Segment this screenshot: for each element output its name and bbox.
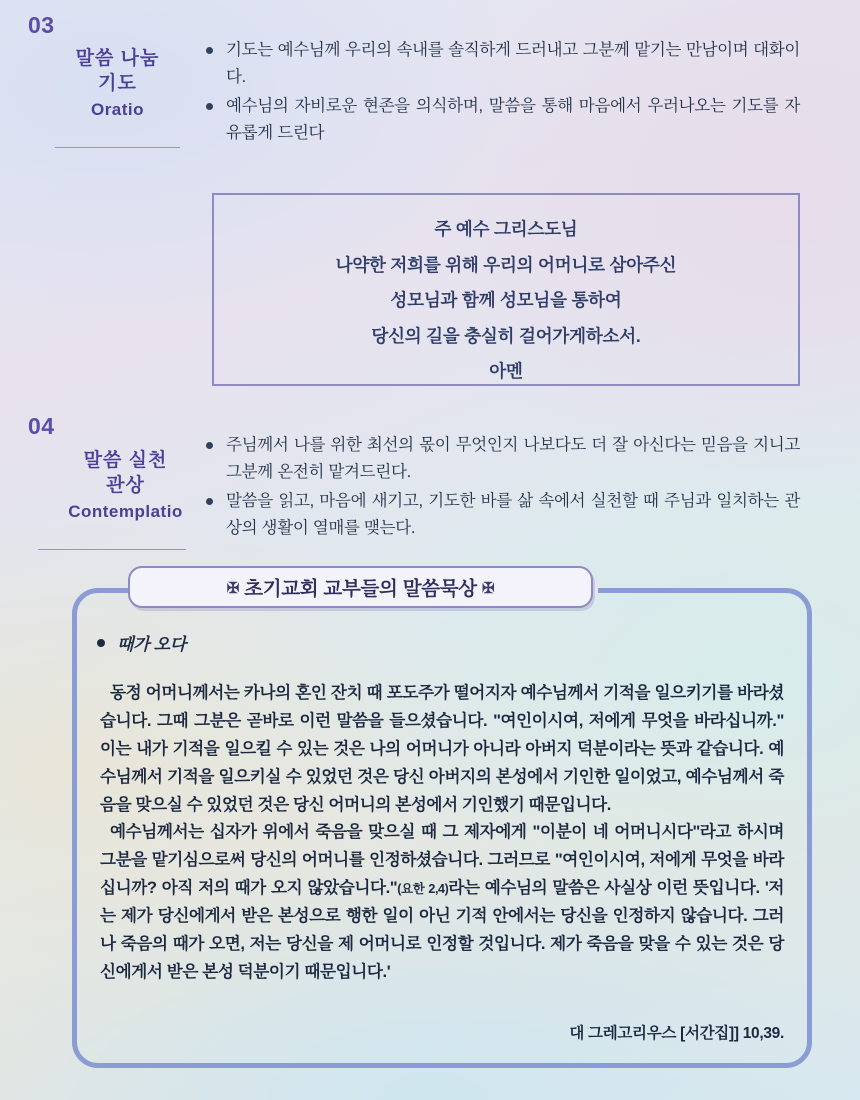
meditation-paragraph-1: 동정 어머니께서는 카나의 혼인 잔치 때 포도주가 떨어지자 예수님께서 기적을 일으키기를 바라셨습니다. 그때 그분은 곧바로 이런 말씀을 들으셨습니다. "여인이시여, 저에게 무엇을 바라십니까." 이는 내가 기적을 일으킬 수 있는 것은 나의 어머니가 아니라 아버지 덕분이라는 뜻과 같습니다. 예수님께서 기적을 일으키실 수 있었던 것은 당신 아버지의 본성에서 기인한 일이었고, 예수님께서 죽음을 맞으실 수 있었던 것은 당신 어머니의 본성에서 기인했기 때문입니다. (100, 683, 784, 814)
section-title-03-ko-line2: 기도 (98, 73, 137, 95)
meditation-citation: 대 그레고리우스 [서간집]] 10,39. (569, 1025, 784, 1042)
cross-icon: ✠ (226, 580, 240, 597)
section-03-bullet-list (200, 37, 800, 150)
meditation-banner (128, 566, 593, 608)
section-04-bullet-list (200, 432, 800, 545)
section-number-04: 04 (28, 413, 55, 439)
meditation-paragraph-2-part-a: 예수님께서는 십자가 위에서 죽음을 맞으실 때 그 제자에게 "이분이 네 어머니시다"라고 하시며 그분을 맡기심으로써 당신의 어머니를 인정하셨습니다. 그러므로 "여인이시여, 저에게 무엇을 바라십니까? 아직 저의 때가 오지 않았습니다." (100, 822, 784, 898)
list-item: 기도는 예수님께 우리의 속내를 솔직하게 드러내고 그분께 맡기는 만남이며 대화이다. (200, 37, 800, 90)
section-title-03-ko-line1: 말씀 나눔 (75, 48, 160, 69)
section-number-03: 03 (28, 12, 55, 38)
meditation-body (100, 679, 784, 986)
section-title-04-ko-line2: 관상 (106, 475, 145, 497)
meditation-scripture-reference: (요한 2,4) (397, 882, 449, 897)
prayer-line: 아멘 (489, 361, 523, 382)
meditation-paragraph-2 (100, 818, 784, 985)
list-item: 주님께서 나를 위한 최선의 몫이 무엇인지 나보다도 더 잘 아신다는 믿음을 지니고 그분께 온전히 맡겨드린다. (200, 432, 800, 485)
prayer-line: 성모님과 함께 성모님을 통하여 (390, 290, 622, 311)
meditation-banner-label: 초기교회 교부들의 말씀묵상 (244, 578, 477, 600)
meditation-heading: 때가 오다 (117, 630, 186, 655)
prayer-line: 당신의 길을 충실히 걸어가게하소서. (371, 325, 641, 346)
section-title-04-latin: Contemplatio (68, 501, 183, 521)
prayer-line: 나약한 저희를 위해 우리의 어머니로 삼아주신 (335, 254, 677, 275)
section-title-04 (38, 448, 213, 523)
meditation-paragraph-2-part-b: 라는 예수님의 말씀은 사실상 이런 뜻입니다. '저는 제가 당신에게서 받은 본성으로 행한 일이 아닌 기적 안에서는 당신을 인정하지 않습니다. 그러나 죽음의 때가 오면, 저는 당신을 제 어머니로 인정할 것입니다. 제가 죽음을 맞을 수 있는 것은 당신에게서 받은 본성 덕분이기 때문입니다.' (100, 878, 784, 981)
meditation-banner-text (227, 573, 495, 601)
section-04-rule (38, 549, 186, 550)
section-title-04-ko-line1: 말씀 실천 (83, 450, 168, 471)
list-item: 말씀을 읽고, 마음에 새기고, 기도한 바를 삶 속에서 실천할 때 주님과 일치하는 관상의 생활이 열매를 맺는다. (200, 488, 800, 541)
section-title-03 (30, 46, 205, 121)
list-item: 예수님의 자비로운 현존을 의식하며, 말씀을 통해 마음에서 우러나오는 기도를 자유롭게 드린다 (200, 93, 800, 146)
prayer-box (212, 193, 800, 386)
cross-icon: ✠ (481, 580, 495, 597)
prayer-line: 주 예수 그리스도님 (434, 219, 578, 239)
section-title-03-latin: Oratio (90, 99, 145, 119)
section-03-rule (55, 147, 180, 148)
